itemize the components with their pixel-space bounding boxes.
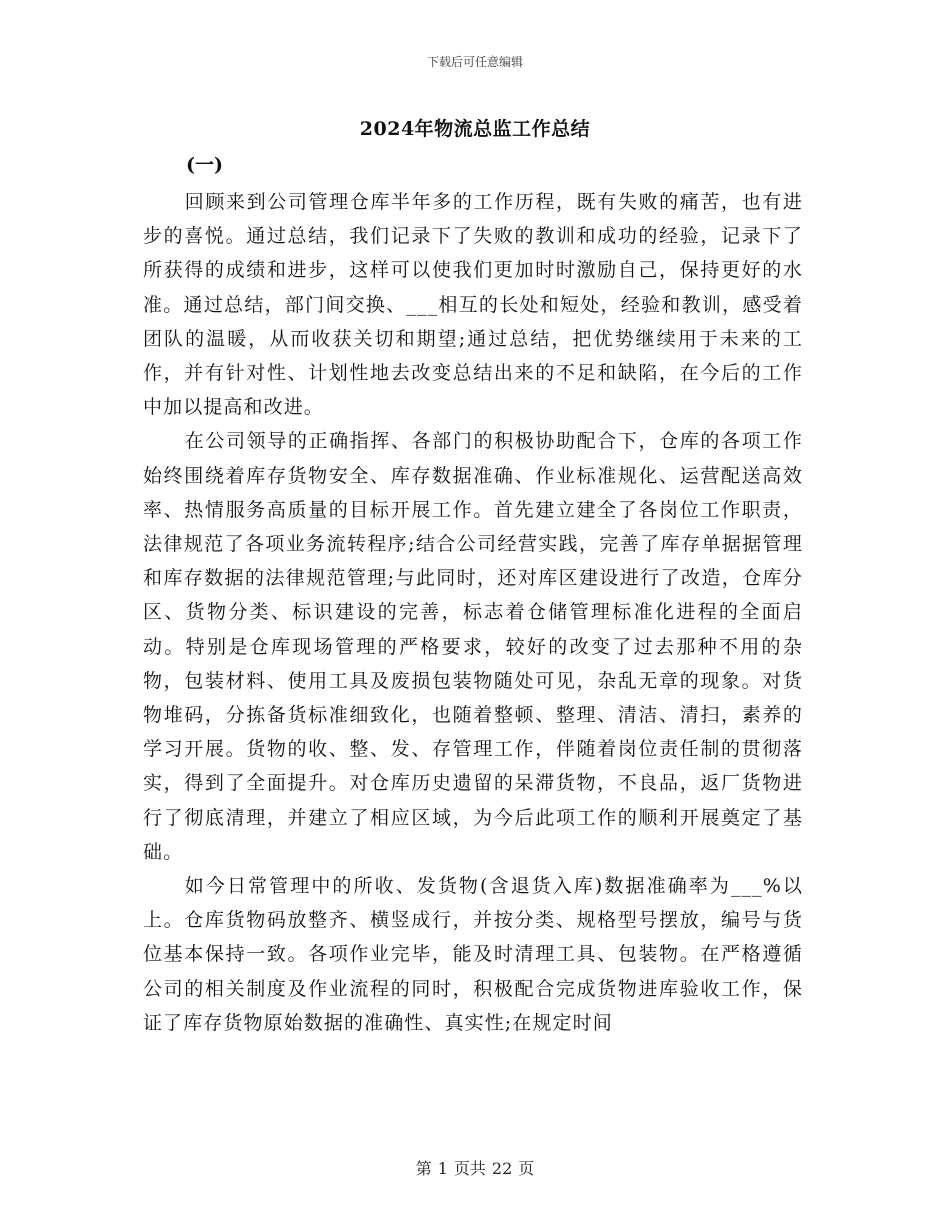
header-note: 下载后可任意编辑 <box>426 55 523 69</box>
document-title: 2024年物流总监工作总结 <box>359 118 591 140</box>
page-prefix: 第 <box>415 1159 432 1178</box>
page-middle: 页共 <box>453 1159 486 1178</box>
page-footer <box>0 1156 950 1179</box>
section-heading: (一) <box>186 154 223 176</box>
paragraph: 如今日常管理中的所收、发货物(含退货入库)数据准确率为___%以上。仓库货物码放整齐、横竖成行，并按分类、规格型号摆放，编号与货位基本保持一致。各项作业完毕，能及时清理工具、包装物。在严格遵循公司的相关制度及作业流程的同时，积极配合完成货物进库验收工作，保证了库存货物原始数据的准确性、真实性;在规定时间 <box>143 875 803 1034</box>
document-body <box>143 185 803 1040</box>
page-number: 1 <box>437 1159 448 1178</box>
page-total: 22 <box>491 1159 513 1178</box>
paragraph: 在公司领导的正确指挥、各部门的积极协助配合下，仓库的各项工作始终围绕着库存货物安全、库存数据准确、作业标准规化、运营配送高效率、热情服务高质量的目标开展工作。首先建立建全了各岗位工作职责，法律规范了各项业务流转程序;结合公司经营实践，完善了库存单据据管理和库存数据的法律规范管理;与此同时，还对库区建设进行了改造，仓库分区、货物分类、标识建设的完善，标志着仓储管理标准化进程的全面启动。特别是仓库现场管理的严格要求，较好的改变了过去那种不用的杂物，包装材料、使用工具及废损包装物随处可见，杂乱无章的现象。对货物堆码，分拣备货标准细致化，也随着整顿、整理、清洁、清扫，素养的学习开展。货物的收、整、发、存管理工作，伴随着岗位责任制的贯彻落实，得到了全面提升。对仓库历史遗留的呆滞货物，不良品，返厂货物进行了彻底清理，并建立了相应区域，为今后此项工作的顺利开展奠定了基础。 <box>143 430 803 863</box>
paragraph: 回顾来到公司管理仓库半年多的工作历程，既有失败的痛苦，也有进步的喜悦。通过总结，我们记录下了失败的教训和成功的经验，记录下了所获得的成绩和进步，这样可以使我们更加时时激励自己，保持更好的水准。通过总结，部门间交换、___相互的长处和短处，经验和教训，感受着团队的温暖，从而收获关切和期望;通过总结，把优势继续用于未来的工作，并有针对性、计划性地去改变总结出来的不足和缺陷，在今后的工作中加以提高和改进。 <box>143 191 803 419</box>
page-suffix: 页 <box>518 1159 535 1178</box>
